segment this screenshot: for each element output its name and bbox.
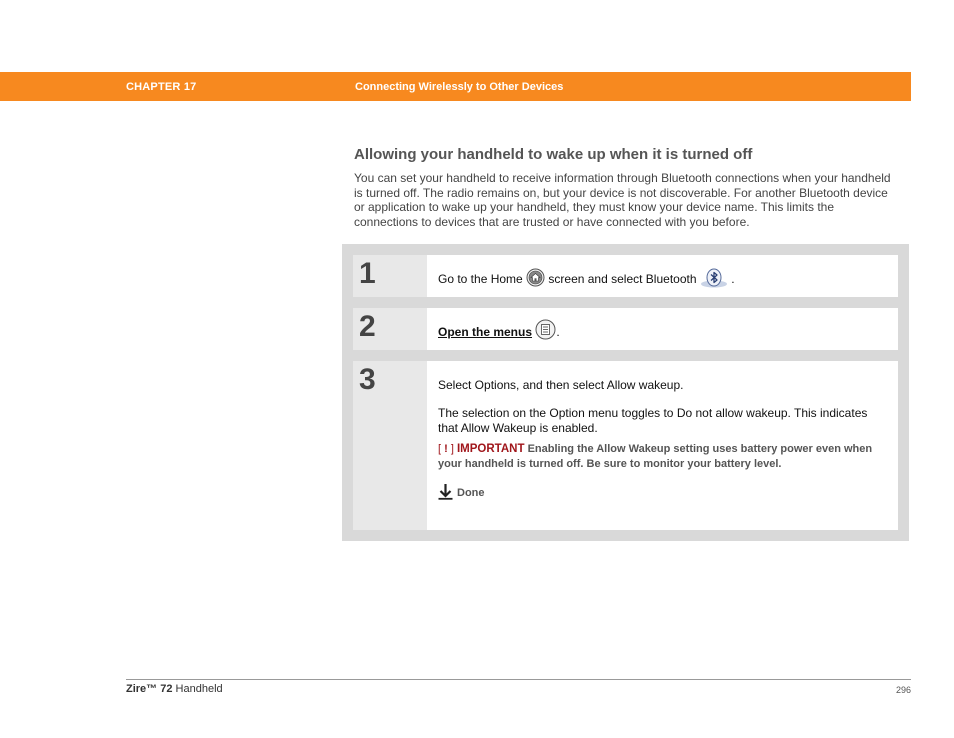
step-body <box>438 319 888 344</box>
step-text: . <box>731 272 735 286</box>
step-number-cell <box>353 255 427 297</box>
step-2 <box>353 308 898 350</box>
step-text: Go to the Home <box>438 272 523 286</box>
step-text: . <box>556 325 560 339</box>
steps-panel <box>342 244 909 541</box>
step-text: screen and select Bluetooth <box>548 272 697 286</box>
step-body <box>438 378 888 505</box>
section-title: Allowing your handheld to wake up when it is turned off <box>354 146 753 163</box>
step-paragraph: The selection on the Option menu toggles to Do not allow wakeup. This indicates that Allow Wakeup is enabled. <box>438 406 868 435</box>
step-number-cell <box>353 361 427 530</box>
done-label: Done <box>457 487 485 499</box>
product-name: Zire™ 72 <box>126 683 173 695</box>
important-text: Enabling the Allow Wakeup setting uses battery power even when your handheld is turned off. Be sure to monitor your battery level. <box>438 443 873 470</box>
footer-product <box>126 683 223 695</box>
important-label: IMPORTANT <box>456 443 525 455</box>
step-number: 1 <box>359 257 376 290</box>
footer-divider <box>126 679 911 680</box>
step-paragraph: Select Options, and then select Allow wakeup. <box>438 378 684 392</box>
important-bracket-close: ] <box>450 443 454 455</box>
open-menus-link[interactable]: Open the menus <box>438 325 533 339</box>
page-number: 296 <box>895 685 911 695</box>
product-suffix: Handheld <box>175 683 223 695</box>
home-icon <box>526 268 545 291</box>
important-note <box>438 442 888 471</box>
step-number: 2 <box>359 310 376 343</box>
chapter-title: Connecting Wirelessly to Other Devices <box>355 81 564 93</box>
done-indicator <box>438 483 888 505</box>
step-number: 3 <box>359 363 376 396</box>
step-3 <box>353 361 898 530</box>
important-bracket-open: [ <box>438 443 442 455</box>
section-intro: You can set your handheld to receive information through Bluetooth connections when your handheld is turned off. The radio remains on, but your device is not discoverable. For another Bluetooth device or application to wake up your handheld, they must know your device name. This limits the connections to devices that are trusted or have connected with you before. <box>354 171 891 229</box>
done-arrow-icon <box>438 483 453 505</box>
bluetooth-icon <box>700 268 728 292</box>
step-1 <box>353 255 898 297</box>
step-number-cell <box>353 308 427 350</box>
chapter-header-bar <box>0 72 911 101</box>
step-body <box>438 268 888 292</box>
menu-icon <box>535 319 556 344</box>
important-mark: ! <box>444 443 448 455</box>
chapter-label: CHAPTER 17 <box>126 81 197 93</box>
